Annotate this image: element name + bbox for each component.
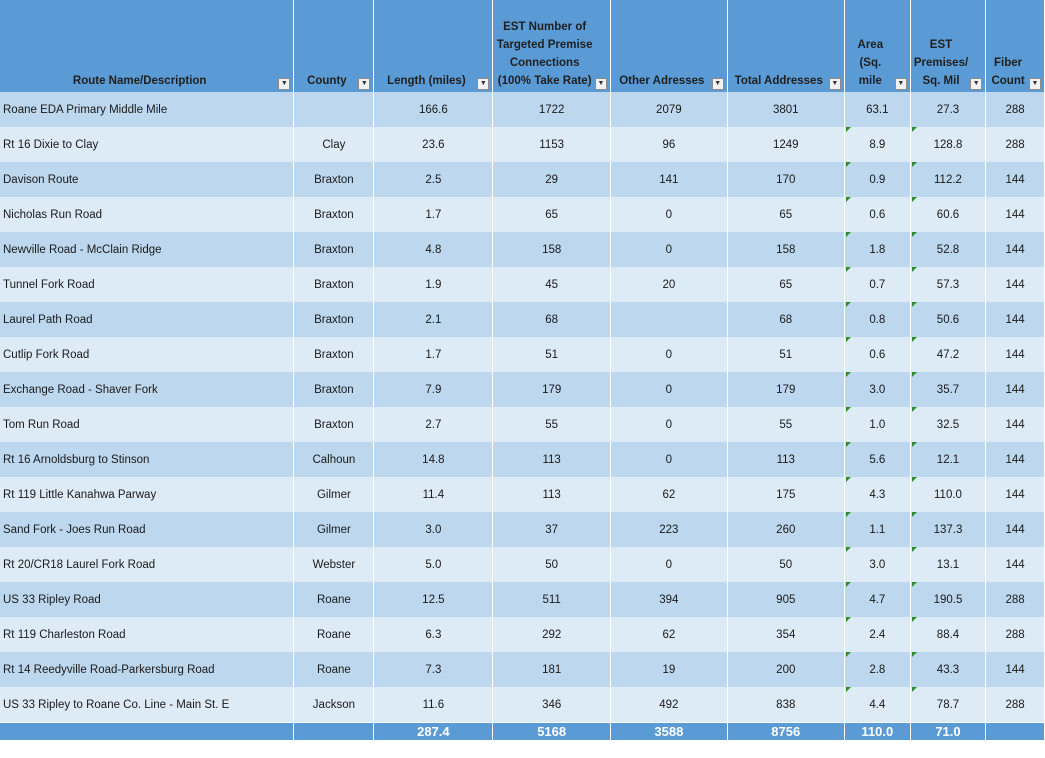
filter-dropdown-icon[interactable]: ▼ — [595, 78, 607, 90]
cell-premises[interactable]: 13.1 — [910, 547, 985, 582]
cell-premises[interactable]: 27.3 — [910, 92, 985, 127]
col-header-targeted-line4: (100% Take Rate) — [497, 75, 592, 87]
col-header-premises — [910, 0, 985, 92]
cell-county[interactable]: Webster — [294, 547, 374, 582]
cell-fiber[interactable]: 144 — [986, 372, 1045, 407]
cell-area[interactable]: 8.9 — [844, 127, 910, 162]
cell-fiber[interactable]: 144 — [986, 162, 1045, 197]
cell-total[interactable]: 65 — [727, 197, 844, 232]
cell-length[interactable]: 1.7 — [374, 197, 493, 232]
cell-fiber[interactable]: 144 — [986, 477, 1045, 512]
cell-total[interactable]: 55 — [727, 407, 844, 442]
cell-area[interactable]: 1.8 — [844, 232, 910, 267]
cell-fiber[interactable]: 144 — [986, 442, 1045, 477]
filter-dropdown-icon[interactable]: ▼ — [712, 78, 724, 90]
col-header-area — [844, 0, 910, 92]
filter-dropdown-icon[interactable]: ▼ — [970, 78, 982, 90]
cell-total[interactable]: 3801 — [727, 92, 844, 127]
cell-premises[interactable]: 60.6 — [910, 197, 985, 232]
cell-area[interactable]: 0.6 — [844, 337, 910, 372]
cell-total[interactable]: 68 — [727, 302, 844, 337]
cell-route[interactable]: US 33 Ripley to Roane Co. Line - Main St. E — [0, 687, 294, 723]
cell-other[interactable]: 0 — [610, 372, 727, 407]
cell-other[interactable]: 0 — [610, 337, 727, 372]
cell-area[interactable]: 4.3 — [844, 477, 910, 512]
cell-county[interactable]: Clay — [294, 127, 374, 162]
cell-targeted[interactable]: 113 — [493, 442, 611, 477]
cell-area[interactable]: 0.9 — [844, 162, 910, 197]
cell-county[interactable]: Roane — [294, 652, 374, 687]
cell-premises[interactable]: 57.3 — [910, 267, 985, 302]
cell-length[interactable]: 14.8 — [374, 442, 493, 477]
col-header-route — [0, 0, 294, 92]
cell-route[interactable]: Cutlip Fork Road — [0, 337, 294, 372]
cell-length[interactable]: 11.6 — [374, 687, 493, 723]
col-header-total — [727, 0, 844, 92]
cell-length[interactable]: 3.0 — [374, 512, 493, 547]
cell-county[interactable]: Gilmer — [294, 512, 374, 547]
total-targeted[interactable]: 5168 — [493, 723, 611, 741]
cell-other[interactable]: 0 — [610, 547, 727, 582]
cell-other[interactable]: 0 — [610, 232, 727, 267]
cell-premises[interactable]: 88.4 — [910, 617, 985, 652]
col-header-total-label: Total Addresses — [734, 75, 823, 87]
cell-other[interactable]: 0 — [610, 442, 727, 477]
cell-premises[interactable]: 112.2 — [910, 162, 985, 197]
cell-length[interactable]: 1.7 — [374, 337, 493, 372]
cell-other[interactable]: 20 — [610, 267, 727, 302]
cell-targeted[interactable]: 1153 — [493, 127, 611, 162]
cell-length[interactable]: 5.0 — [374, 547, 493, 582]
cell-other[interactable]: 2079 — [610, 92, 727, 127]
cell-other[interactable]: 0 — [610, 407, 727, 442]
cell-area[interactable]: 0.7 — [844, 267, 910, 302]
cell-total[interactable]: 50 — [727, 547, 844, 582]
cell-other[interactable]: 96 — [610, 127, 727, 162]
filter-dropdown-icon[interactable]: ▼ — [1029, 78, 1041, 90]
col-header-length — [374, 0, 493, 92]
cell-route[interactable]: Rt 16 Dixie to Clay — [0, 127, 294, 162]
cell-county[interactable]: Calhoun — [294, 442, 374, 477]
cell-total[interactable]: 113 — [727, 442, 844, 477]
cell-targeted[interactable]: 1722 — [493, 92, 611, 127]
cell-total[interactable]: 158 — [727, 232, 844, 267]
total-area[interactable]: 110.0 — [844, 723, 910, 741]
table-row — [0, 162, 1045, 197]
cell-other[interactable]: 62 — [610, 477, 727, 512]
cell-total[interactable]: 905 — [727, 582, 844, 617]
col-header-fiber-line2: Count — [991, 75, 1025, 87]
total-length[interactable]: 287.4 — [374, 723, 493, 741]
cell-fiber[interactable]: 288 — [986, 582, 1045, 617]
cell-route[interactable]: Newville Road - McClain Ridge — [0, 232, 294, 267]
col-header-targeted-line3: Connections — [509, 57, 580, 69]
cell-total[interactable]: 65 — [727, 267, 844, 302]
cell-premises[interactable]: 52.8 — [910, 232, 985, 267]
cell-targeted[interactable]: 158 — [493, 232, 611, 267]
cell-county[interactable]: Braxton — [294, 302, 374, 337]
cell-total[interactable]: 354 — [727, 617, 844, 652]
col-header-premises-line2: Premises/ — [913, 57, 969, 69]
cell-length[interactable]: 1.9 — [374, 267, 493, 302]
table-body — [0, 92, 1045, 723]
header-row — [0, 0, 1045, 92]
table-row — [0, 302, 1045, 337]
col-header-county — [294, 0, 374, 92]
col-header-targeted-line1: EST Number of — [503, 21, 587, 33]
cell-route[interactable]: Rt 14 Reedyville Road-Parkersburg Road — [0, 652, 294, 687]
cell-area[interactable]: 3.0 — [844, 372, 910, 407]
col-header-fiber — [986, 0, 1045, 92]
cell-total[interactable]: 200 — [727, 652, 844, 687]
cell-premises[interactable]: 35.7 — [910, 372, 985, 407]
col-header-length-label: Length (miles) — [387, 75, 466, 87]
table-row — [0, 477, 1045, 512]
cell-fiber[interactable]: 144 — [986, 547, 1045, 582]
cell-county[interactable]: Roane — [294, 582, 374, 617]
total-fiber[interactable] — [986, 723, 1045, 741]
cell-fiber[interactable]: 144 — [986, 232, 1045, 267]
cell-area[interactable]: 63.1 — [844, 92, 910, 127]
cell-route[interactable]: Davison Route — [0, 162, 294, 197]
cell-length[interactable]: 23.6 — [374, 127, 493, 162]
table-row — [0, 92, 1045, 127]
total-county[interactable] — [294, 723, 374, 741]
table-row — [0, 512, 1045, 547]
cell-fiber[interactable]: 144 — [986, 407, 1045, 442]
total-other[interactable]: 3588 — [610, 723, 727, 741]
col-header-route-label: Route Name/Description — [72, 75, 207, 87]
cell-targeted[interactable]: 50 — [493, 547, 611, 582]
cell-area[interactable]: 4.7 — [844, 582, 910, 617]
cell-route[interactable]: Rt 20/CR18 Laurel Fork Road — [0, 547, 294, 582]
cell-route[interactable]: Exchange Road - Shaver Fork — [0, 372, 294, 407]
col-header-targeted — [493, 0, 611, 92]
cell-targeted[interactable]: 511 — [493, 582, 611, 617]
cell-length[interactable]: 7.3 — [374, 652, 493, 687]
table-row — [0, 127, 1045, 162]
cell-targeted[interactable]: 51 — [493, 337, 611, 372]
cell-length[interactable]: 2.7 — [374, 407, 493, 442]
cell-premises[interactable]: 78.7 — [910, 687, 985, 723]
cell-total[interactable]: 170 — [727, 162, 844, 197]
cell-area[interactable]: 2.8 — [844, 652, 910, 687]
cell-length[interactable]: 6.3 — [374, 617, 493, 652]
cell-other[interactable]: 0 — [610, 197, 727, 232]
cell-county[interactable]: Braxton — [294, 232, 374, 267]
cell-area[interactable]: 4.4 — [844, 687, 910, 723]
cell-county[interactable]: Roane — [294, 617, 374, 652]
cell-premises[interactable]: 32.5 — [910, 407, 985, 442]
cell-county[interactable]: Braxton — [294, 267, 374, 302]
cell-county[interactable]: Braxton — [294, 337, 374, 372]
cell-length[interactable]: 12.5 — [374, 582, 493, 617]
cell-fiber[interactable]: 144 — [986, 267, 1045, 302]
cell-area[interactable]: 1.1 — [844, 512, 910, 547]
table-row — [0, 372, 1045, 407]
cell-length[interactable]: 11.4 — [374, 477, 493, 512]
cell-county[interactable]: Jackson — [294, 687, 374, 723]
cell-area[interactable]: 1.0 — [844, 407, 910, 442]
cell-targeted[interactable]: 181 — [493, 652, 611, 687]
totals-row — [0, 723, 1045, 741]
cell-premises[interactable]: 43.3 — [910, 652, 985, 687]
cell-total[interactable]: 838 — [727, 687, 844, 723]
cell-county[interactable]: Braxton — [294, 197, 374, 232]
cell-other[interactable]: 492 — [610, 687, 727, 723]
cell-length[interactable]: 4.8 — [374, 232, 493, 267]
table-row — [0, 267, 1045, 302]
table-row — [0, 547, 1045, 582]
cell-length[interactable]: 2.1 — [374, 302, 493, 337]
cell-premises[interactable]: 128.8 — [910, 127, 985, 162]
cell-county[interactable]: Braxton — [294, 372, 374, 407]
cell-route[interactable]: Tunnel Fork Road — [0, 267, 294, 302]
filter-dropdown-icon[interactable]: ▼ — [477, 78, 489, 90]
cell-fiber[interactable]: 288 — [986, 617, 1045, 652]
filter-dropdown-icon[interactable]: ▼ — [278, 78, 290, 90]
col-header-premises-line1: EST — [929, 39, 953, 51]
cell-fiber[interactable]: 144 — [986, 652, 1045, 687]
cell-fiber[interactable]: 144 — [986, 512, 1045, 547]
cell-area[interactable]: 5.6 — [844, 442, 910, 477]
filter-dropdown-icon[interactable]: ▼ — [895, 78, 907, 90]
cell-targeted[interactable]: 292 — [493, 617, 611, 652]
cell-county[interactable]: Braxton — [294, 407, 374, 442]
col-header-area-line1: Area — [857, 39, 884, 51]
col-header-targeted-line2: Targeted Premise — [496, 39, 593, 51]
cell-other[interactable]: 62 — [610, 617, 727, 652]
cell-route[interactable]: Laurel Path Road — [0, 302, 294, 337]
cell-fiber[interactable]: 144 — [986, 337, 1045, 372]
cell-total[interactable]: 175 — [727, 477, 844, 512]
total-premises[interactable]: 71.0 — [910, 723, 985, 741]
col-header-other-label: Other Adresses — [619, 75, 705, 87]
cell-premises[interactable]: 47.2 — [910, 337, 985, 372]
table-row — [0, 407, 1045, 442]
cell-targeted[interactable]: 346 — [493, 687, 611, 723]
cell-route[interactable]: Rt 119 Little Kanahwa Parway — [0, 477, 294, 512]
cell-premises[interactable]: 50.6 — [910, 302, 985, 337]
cell-route[interactable]: Sand Fork - Joes Run Road — [0, 512, 294, 547]
cell-other[interactable]: 19 — [610, 652, 727, 687]
cell-targeted[interactable]: 113 — [493, 477, 611, 512]
cell-fiber[interactable]: 288 — [986, 127, 1045, 162]
cell-premises[interactable]: 137.3 — [910, 512, 985, 547]
cell-other[interactable]: 394 — [610, 582, 727, 617]
cell-length[interactable]: 166.6 — [374, 92, 493, 127]
cell-county[interactable]: Gilmer — [294, 477, 374, 512]
cell-premises[interactable]: 110.0 — [910, 477, 985, 512]
cell-other[interactable] — [610, 302, 727, 337]
total-route[interactable] — [0, 723, 294, 741]
cell-county[interactable] — [294, 92, 374, 127]
cell-premises[interactable]: 190.5 — [910, 582, 985, 617]
cell-route[interactable]: Nicholas Run Road — [0, 197, 294, 232]
cell-targeted[interactable]: 179 — [493, 372, 611, 407]
cell-total[interactable]: 260 — [727, 512, 844, 547]
table-row — [0, 197, 1045, 232]
cell-targeted[interactable]: 68 — [493, 302, 611, 337]
table-row — [0, 232, 1045, 267]
col-header-area-line2: (Sq. mile — [858, 57, 882, 87]
cell-route[interactable]: Tom Run Road — [0, 407, 294, 442]
cell-route[interactable]: US 33 Ripley Road — [0, 582, 294, 617]
col-header-fiber-line1: Fiber — [994, 57, 1023, 69]
cell-area[interactable]: 3.0 — [844, 547, 910, 582]
cell-targeted[interactable]: 29 — [493, 162, 611, 197]
col-header-county-label: County — [307, 75, 347, 87]
filter-dropdown-icon[interactable]: ▼ — [829, 78, 841, 90]
cell-fiber[interactable]: 288 — [986, 687, 1045, 723]
cell-total[interactable]: 179 — [727, 372, 844, 407]
cell-route[interactable]: Roane EDA Primary Middle Mile — [0, 92, 294, 127]
cell-route[interactable]: Rt 16 Arnoldsburg to Stinson — [0, 442, 294, 477]
cell-area[interactable]: 0.8 — [844, 302, 910, 337]
table-row — [0, 337, 1045, 372]
cell-other[interactable]: 223 — [610, 512, 727, 547]
table-row — [0, 582, 1045, 617]
filter-dropdown-icon[interactable]: ▼ — [358, 78, 370, 90]
cell-length[interactable]: 2.5 — [374, 162, 493, 197]
table-row — [0, 652, 1045, 687]
col-header-premises-line3: Sq. Mil — [922, 75, 960, 87]
cell-total[interactable]: 1249 — [727, 127, 844, 162]
table-row — [0, 687, 1045, 723]
table-row — [0, 617, 1045, 652]
table-row — [0, 442, 1045, 477]
cell-area[interactable]: 0.6 — [844, 197, 910, 232]
cell-targeted[interactable]: 37 — [493, 512, 611, 547]
cell-length[interactable]: 7.9 — [374, 372, 493, 407]
cell-targeted[interactable]: 65 — [493, 197, 611, 232]
total-total[interactable]: 8756 — [727, 723, 844, 741]
col-header-other — [610, 0, 727, 92]
cell-other[interactable]: 141 — [610, 162, 727, 197]
cell-total[interactable]: 51 — [727, 337, 844, 372]
cell-fiber[interactable]: 288 — [986, 92, 1045, 127]
cell-targeted[interactable]: 45 — [493, 267, 611, 302]
cell-fiber[interactable]: 144 — [986, 302, 1045, 337]
cell-fiber[interactable]: 144 — [986, 197, 1045, 232]
cell-county[interactable]: Braxton — [294, 162, 374, 197]
cell-route[interactable]: Rt 119 Charleston Road — [0, 617, 294, 652]
cell-premises[interactable]: 12.1 — [910, 442, 985, 477]
cell-area[interactable]: 2.4 — [844, 617, 910, 652]
cell-targeted[interactable]: 55 — [493, 407, 611, 442]
